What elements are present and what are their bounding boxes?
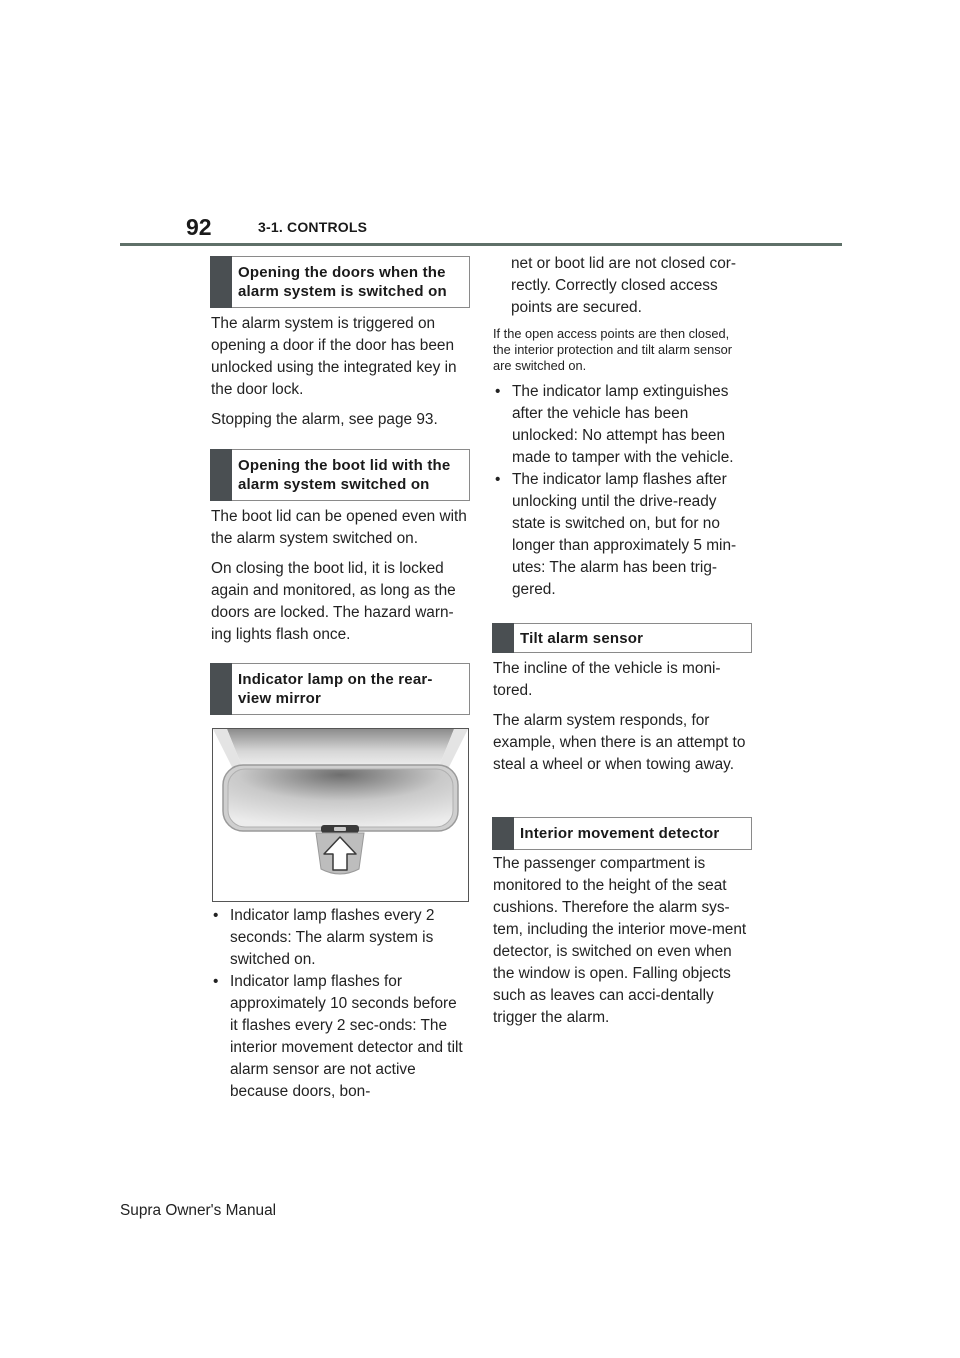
list-item-text: Indicator lamp flashes for approximately 10 seconds before it flashes every 2 sec-onds: The interior movement detector and tilt alarm sensor are not active because doors, bon- xyxy=(230,973,463,1100)
heading-boot-lid-alarm xyxy=(210,449,470,501)
heading-bar xyxy=(210,256,232,308)
list-item-text: The indicator lamp flashes after unlocking until the drive-ready state is switched on, but for no longer than approximately 5 min-utes: The alarm has been trig-gered. xyxy=(512,471,737,598)
paragraph: The passenger compartment is monitored to the height of the seat cushions. Therefore the alarm sys-tem, including the interior move-ment detector, is switched on even when the window is open. Falling objects such as leaves can acci-dentally trigger the alarm. xyxy=(493,855,747,1026)
heading-bar xyxy=(210,663,232,715)
bullet-marker: • xyxy=(495,471,501,488)
heading-doors-alarm xyxy=(210,256,470,308)
footer-text: Supra Owner's Manual xyxy=(120,1202,277,1219)
bullet-list xyxy=(211,905,467,1103)
paragraph: On closing the boot lid, it is locked again and monitored, as long as the doors are locked. The hazard warn-ing lights flash once. xyxy=(211,560,456,643)
heading-tilt-alarm-sensor xyxy=(492,623,752,653)
bullet-marker: • xyxy=(495,383,501,400)
note-text xyxy=(493,326,743,374)
paragraph: If the open access points are then closed, the interior protection and tilt alarm sensor are switched on. xyxy=(493,326,732,373)
list-item xyxy=(211,971,467,1103)
paragraph: The alarm system responds, for example, when there is an attempt to steal a wheel or when towing away. xyxy=(493,712,746,773)
right-bullets xyxy=(493,381,749,601)
heading-text: Opening the boot lid with the alarm system switched on xyxy=(238,457,451,493)
boot-lid-text xyxy=(211,506,469,654)
section-title: 3-1. CONTROLS xyxy=(258,219,368,235)
paragraph: The boot lid can be opened even with the alarm system switched on. xyxy=(211,508,467,547)
paragraph: Stopping the alarm, see page 93. xyxy=(211,411,438,428)
heading-bar xyxy=(492,817,514,850)
heading-interior-movement-detector xyxy=(492,817,752,850)
indicator-lamp-text xyxy=(211,905,467,1103)
continued-text xyxy=(492,253,750,319)
heading-indicator-lamp xyxy=(210,663,470,715)
header-rule xyxy=(120,243,842,246)
rear-view-mirror-figure xyxy=(212,728,469,902)
paragraph: The alarm system is triggered on opening a door if the door has been unlocked using the integrated key in the door lock. xyxy=(211,315,457,398)
list-item-text: The indicator lamp extinguishes after the vehicle has been unlocked: No attempt has been made to tamper with the vehicle. xyxy=(512,383,734,466)
interior-movement-text xyxy=(493,853,751,1037)
heading-text: Interior movement detector xyxy=(520,825,720,842)
list-item xyxy=(493,469,749,601)
page-number: 92 xyxy=(186,214,212,240)
heading-text: Opening the doors when the alarm system is switched on xyxy=(238,264,447,300)
heading-text: Tilt alarm sensor xyxy=(520,629,644,647)
heading-bar xyxy=(492,623,514,653)
paragraph: net or boot lid are not closed cor-rectly. Correctly closed access points are secured. xyxy=(511,255,736,316)
bullet-list xyxy=(493,381,749,601)
bullet-marker: • xyxy=(213,907,219,924)
list-item-text: Indicator lamp flashes every 2 seconds: The alarm system is switched on. xyxy=(230,907,435,968)
paragraph: The incline of the vehicle is moni-tored. xyxy=(493,660,721,699)
doors-alarm-text xyxy=(211,313,469,439)
list-item xyxy=(493,381,749,469)
rear-view-mirror-illustration xyxy=(213,729,468,901)
bullet-marker: • xyxy=(213,973,219,990)
heading-bar xyxy=(210,449,232,501)
heading-text: Indicator lamp on the rear-view mirror xyxy=(238,671,433,707)
tilt-alarm-text xyxy=(493,658,751,784)
list-item xyxy=(211,905,467,971)
